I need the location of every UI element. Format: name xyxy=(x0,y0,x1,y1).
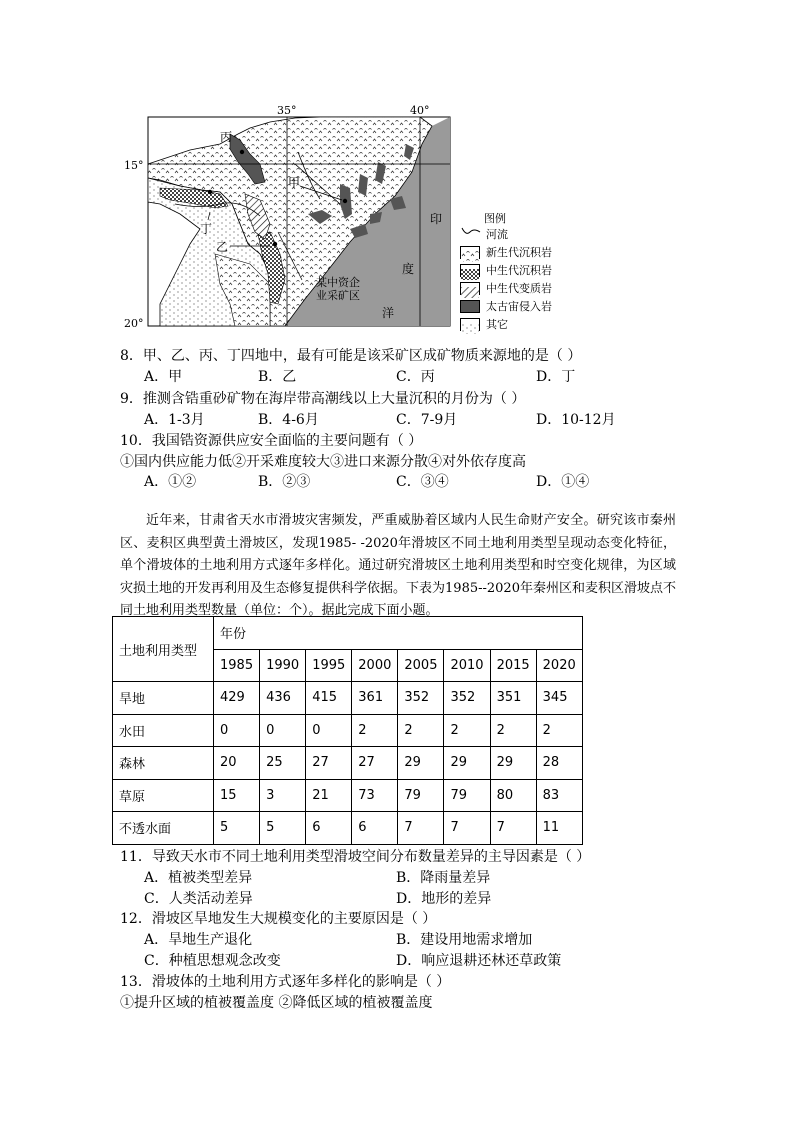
value-cell: 361 xyxy=(352,682,398,715)
year-cell: 2020 xyxy=(536,649,582,682)
value-cell: 21 xyxy=(306,779,352,812)
table-row xyxy=(113,714,583,747)
map-legend xyxy=(460,208,600,336)
legend-archean-label: 太古宙侵入岩 xyxy=(486,300,552,313)
value-cell: 29 xyxy=(398,747,444,780)
q13-stem: 13．滑坡体的土地利用方式逐年多样化的影响是（ ） xyxy=(120,974,451,990)
value-cell: 2 xyxy=(398,714,444,747)
q12-option-d[interactable]: D．响应退耕还林还草政策 xyxy=(396,953,562,969)
q8-option-d[interactable]: D．丁 xyxy=(536,369,576,385)
q10-stem: 10．我国锆资源供应安全面临的主要问题有（ ） xyxy=(120,433,423,449)
q9-option-d[interactable]: D．10-12月 xyxy=(536,412,616,428)
q12-stem: 12．滑坡区旱地发生大规模变化的主要原因是（ ） xyxy=(120,911,437,927)
type-cell: 旱地 xyxy=(113,682,214,715)
value-cell: 0 xyxy=(306,714,352,747)
value-cell: 429 xyxy=(214,682,260,715)
year-cell: 1985 xyxy=(214,649,260,682)
q10-option-b[interactable]: B．②③ xyxy=(258,474,311,490)
value-cell: 345 xyxy=(536,682,582,715)
table-row xyxy=(113,747,583,780)
value-cell: 7 xyxy=(490,812,536,845)
q10-option-c[interactable]: C．③④ xyxy=(396,474,449,490)
river-icon xyxy=(460,226,482,238)
value-cell: 6 xyxy=(306,812,352,845)
value-cell: 7 xyxy=(398,812,444,845)
q8-option-a[interactable]: A．甲 xyxy=(144,369,183,385)
value-cell: 29 xyxy=(444,747,490,780)
q11-stem: 11．导致天水市不同土地利用类型滑坡空间分布数量差异的主导因素是（ ） xyxy=(120,849,591,865)
place-ding: 丁 xyxy=(200,222,213,236)
q9-option-b[interactable]: B．4-6月 xyxy=(258,412,319,428)
legend-other-label: 其它 xyxy=(486,318,508,331)
value-cell: 25 xyxy=(260,747,306,780)
mining-area-label: 某中资企 业采矿区 xyxy=(316,276,360,302)
q11-option-d[interactable]: D．地形的差异 xyxy=(396,891,492,907)
legend-title: 图例 xyxy=(484,212,506,225)
q13-statements: ①提升区域的植被覆盖度 ②降低区域的植被覆盖度 xyxy=(120,995,433,1011)
value-cell: 0 xyxy=(260,714,306,747)
place-bing: 丙 xyxy=(220,130,233,144)
value-cell: 27 xyxy=(352,747,398,780)
value-cell: 28 xyxy=(536,747,582,780)
value-cell: 73 xyxy=(352,779,398,812)
other-swatch xyxy=(460,318,480,331)
type-cell: 森林 xyxy=(113,747,214,780)
q12-option-b[interactable]: B．建设用地需求增加 xyxy=(396,932,533,948)
value-cell: 436 xyxy=(260,682,306,715)
ocean-label-yang: 洋 xyxy=(382,306,395,320)
q8-option-b[interactable]: B．乙 xyxy=(258,369,297,385)
q10-statements: ①国内供应能力低②开采难度较大③进口来源分散④对外依存度高 xyxy=(120,454,526,470)
land-use-table xyxy=(112,616,583,845)
place-jia: 甲 xyxy=(288,176,301,190)
q9-stem: 9．推测含锆重砂矿物在海岸带高潮线以上大量沉积的月份为（ ） xyxy=(120,391,526,407)
q11-option-c[interactable]: C．人类活动差异 xyxy=(144,891,253,907)
geology-map xyxy=(120,104,600,336)
archean-intrusive-swatch xyxy=(460,300,480,313)
ocean-label-yin: 印 xyxy=(430,212,443,226)
value-cell: 6 xyxy=(352,812,398,845)
value-cell: 352 xyxy=(444,682,490,715)
year-cell: 1990 xyxy=(260,649,306,682)
value-cell: 27 xyxy=(306,747,352,780)
value-cell: 5 xyxy=(214,812,260,845)
value-cell: 0 xyxy=(214,714,260,747)
q10-option-d[interactable]: D．①④ xyxy=(536,474,590,490)
year-header-cell: 年份 xyxy=(214,617,583,650)
value-cell: 79 xyxy=(444,779,490,812)
q11-option-a[interactable]: A．植被类型差异 xyxy=(144,870,253,886)
q9-option-c[interactable]: C．7-9月 xyxy=(396,412,458,428)
row-header-cell: 土地利用类型 xyxy=(113,617,214,682)
table-row xyxy=(113,779,583,812)
table-row xyxy=(113,682,583,715)
type-cell: 水田 xyxy=(113,714,214,747)
value-cell: 3 xyxy=(260,779,306,812)
reading-passage: 近年来，甘肃省天水市滑坡灾害频发，严重威胁着区域内人民生命财产安全。研究该市秦州区、麦积区典型黄土滑坡区，发现1985- -2020年滑坡区不同土地利用类型呈现动态变化特征，单个滑坡体的土地利用方式逐年多样化。通过研究滑坡区土地利用类型和时空变化规律，为区域灾损土地的开发再利用及生态修复提供科学依据。下表为1985--2020年秦州区和麦积区滑坡点不同土地利用类型数量（单位：个）。据此完成下面小题。 xyxy=(120,513,676,618)
value-cell: 80 xyxy=(490,779,536,812)
place-yi: 乙 xyxy=(216,240,229,254)
value-cell: 29 xyxy=(490,747,536,780)
year-cell: 2000 xyxy=(352,649,398,682)
q10-option-a[interactable]: A．①② xyxy=(144,474,197,490)
q11-option-b[interactable]: B．降雨量差异 xyxy=(396,870,491,886)
year-cell: 2010 xyxy=(444,649,490,682)
legend-mesozoic-meta-label: 中生代变质岩 xyxy=(486,282,552,295)
cenozoic-sedimentary-swatch xyxy=(460,246,480,259)
lat-15-label: 15° xyxy=(124,159,144,172)
legend-cenozoic-label: 新生代沉积岩 xyxy=(486,246,552,259)
mesozoic-sedimentary-swatch xyxy=(460,264,480,277)
ocean-label-du: 度 xyxy=(402,262,415,276)
q12-option-c[interactable]: C．种植思想观念改变 xyxy=(144,953,281,969)
year-cell: 1995 xyxy=(306,649,352,682)
mesozoic-metamorphic-swatch xyxy=(460,282,480,295)
value-cell: 7 xyxy=(444,812,490,845)
type-cell: 不透水面 xyxy=(113,812,214,845)
value-cell: 415 xyxy=(306,682,352,715)
year-cell: 2005 xyxy=(398,649,444,682)
table-row xyxy=(113,812,583,845)
value-cell: 2 xyxy=(536,714,582,747)
year-cell: 2015 xyxy=(490,649,536,682)
value-cell: 2 xyxy=(490,714,536,747)
lon-35-label: 35° xyxy=(277,104,297,117)
value-cell: 83 xyxy=(536,779,582,812)
value-cell: 2 xyxy=(352,714,398,747)
value-cell: 5 xyxy=(260,812,306,845)
q8-option-c[interactable]: C．丙 xyxy=(396,369,435,385)
value-cell: 11 xyxy=(536,812,582,845)
value-cell: 20 xyxy=(214,747,260,780)
type-cell: 草原 xyxy=(113,779,214,812)
value-cell: 79 xyxy=(398,779,444,812)
value-cell: 351 xyxy=(490,682,536,715)
lat-20-label: 20° xyxy=(124,317,144,330)
q8-stem: 8．甲、乙、丙、丁四地中，最有可能是该采矿区成矿物质来源地的是（ ） xyxy=(120,348,582,364)
value-cell: 2 xyxy=(444,714,490,747)
value-cell: 352 xyxy=(398,682,444,715)
table-header-row xyxy=(113,617,583,650)
q9-option-a[interactable]: A．1-3月 xyxy=(144,412,205,428)
legend-river-label: 河流 xyxy=(486,228,508,241)
q12-option-a[interactable]: A．旱地生产退化 xyxy=(144,932,253,948)
legend-mesozoic-sed-label: 中生代沉积岩 xyxy=(486,264,552,277)
value-cell: 15 xyxy=(214,779,260,812)
lon-40-label: 40° xyxy=(410,104,430,117)
